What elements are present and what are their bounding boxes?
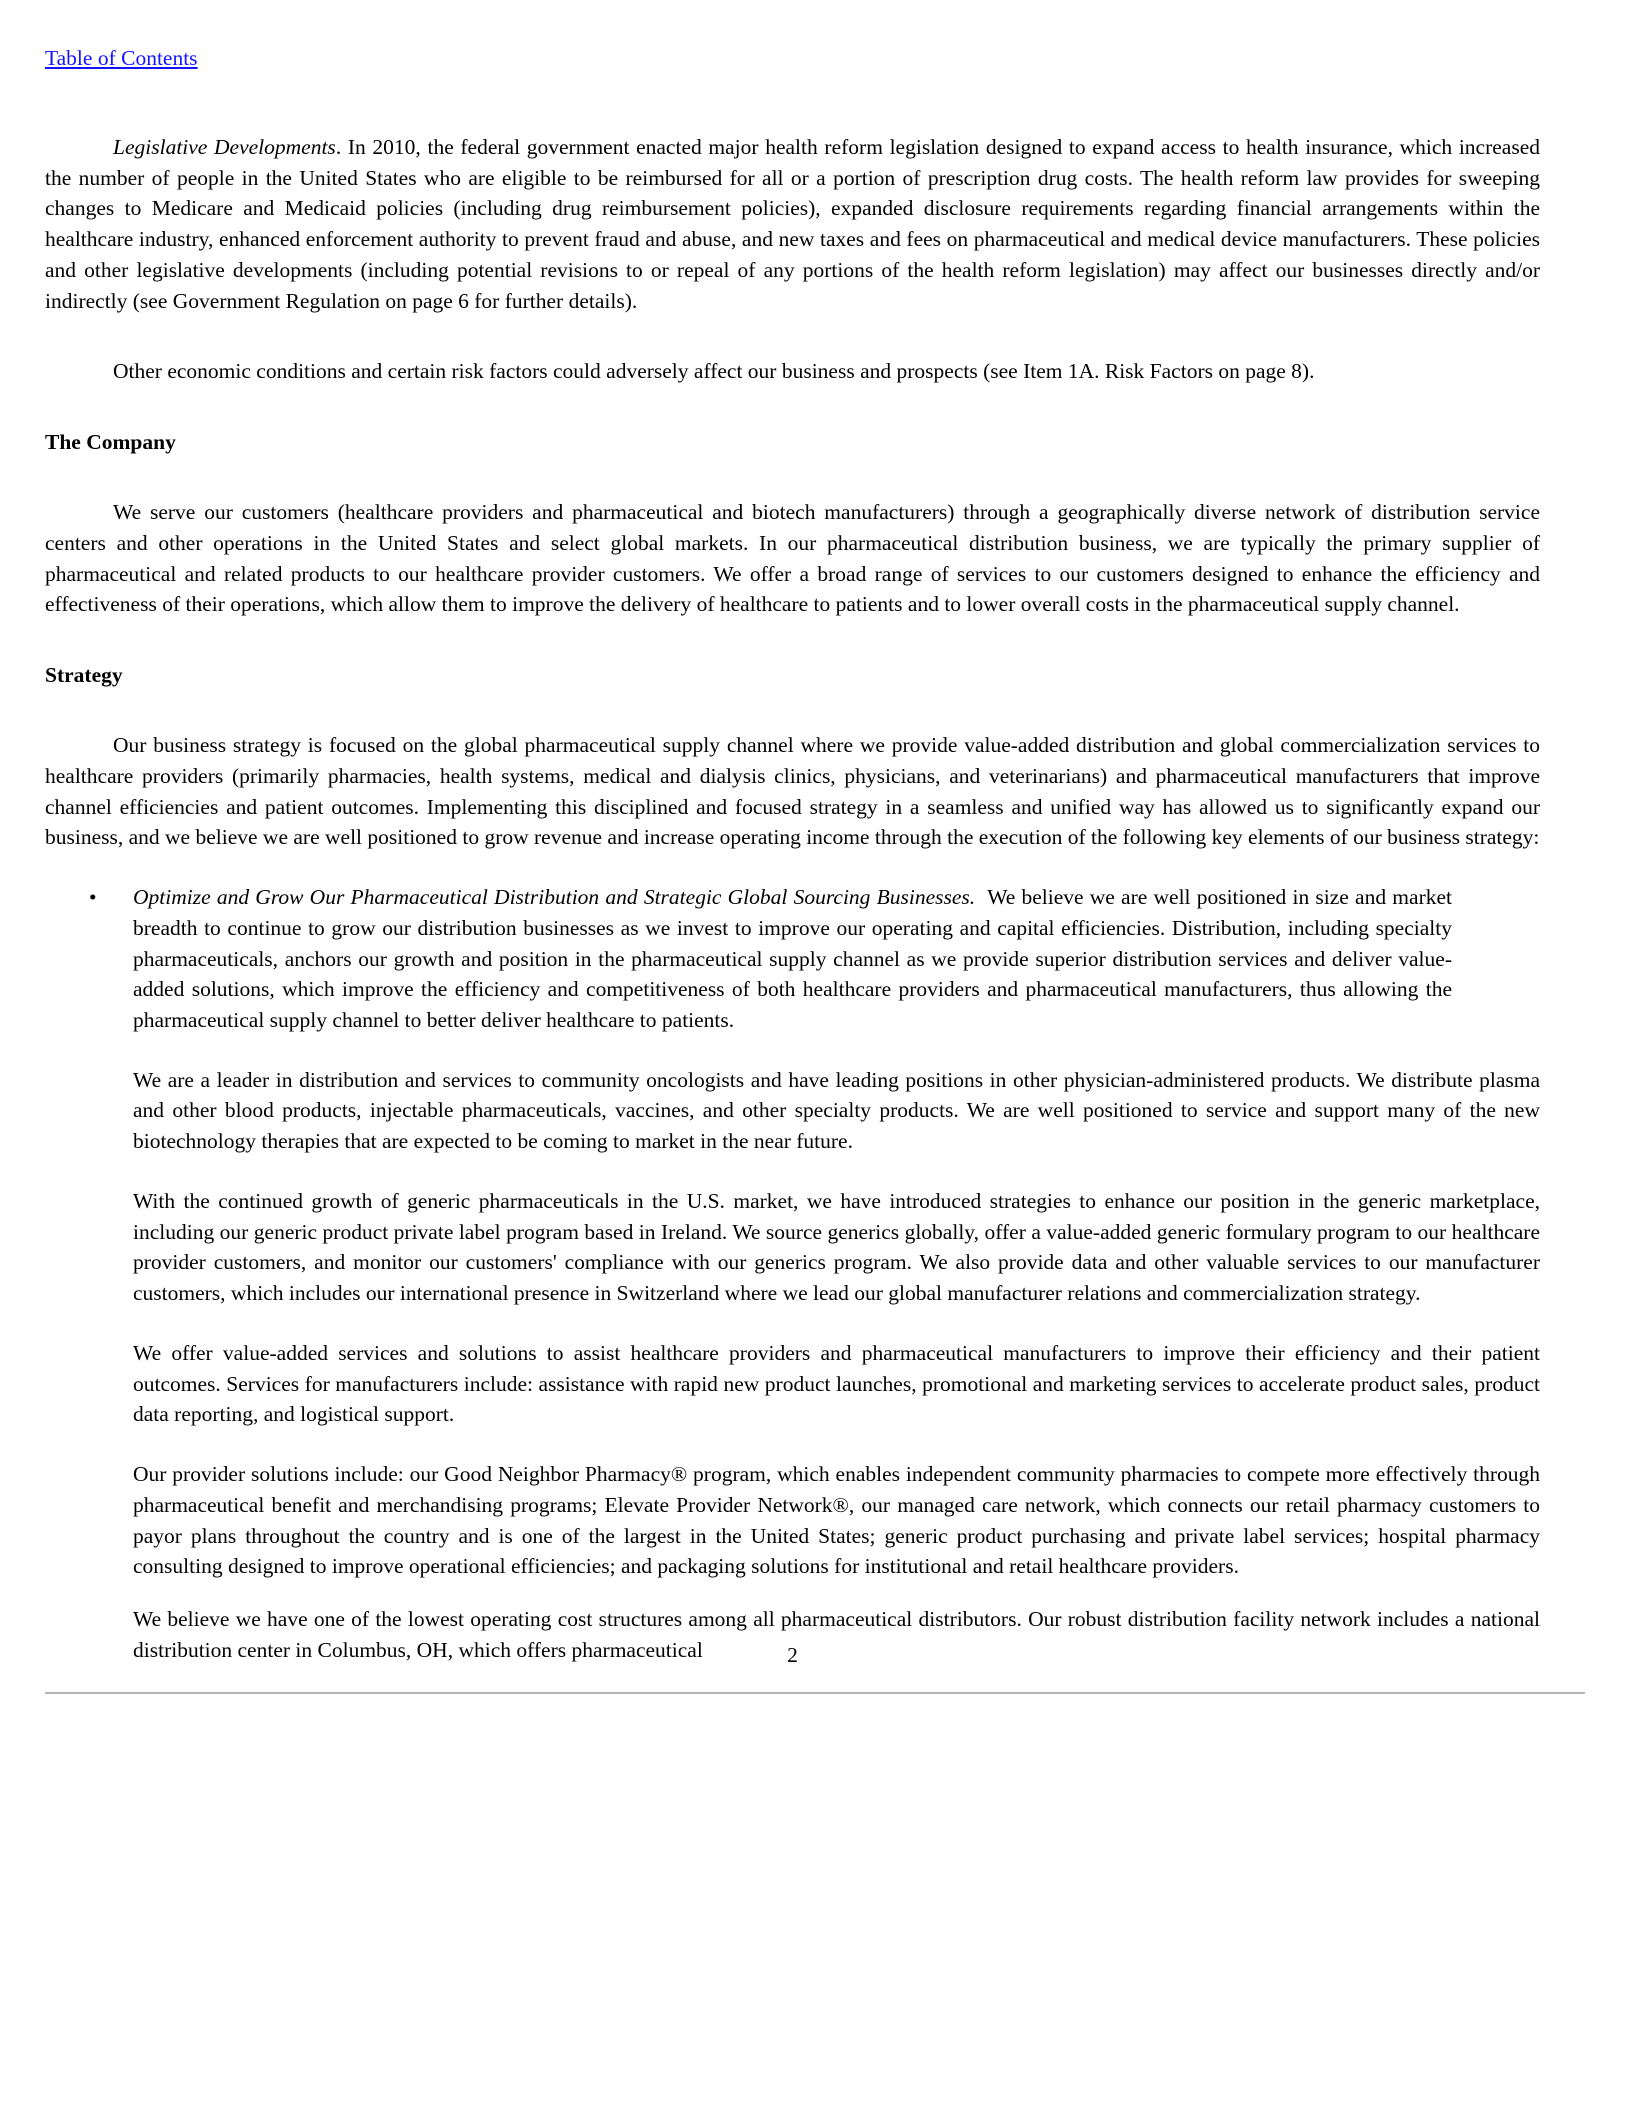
legislative-developments-paragraph [45,132,1540,316]
page-content [45,45,1585,1666]
other-economic-conditions-paragraph: Other economic conditions and certain risk factors could adversely affect our business and prospects (see Item 1A. Risk Factors on page 8). [113,359,1315,384]
sub-paragraph-value-added-services: We offer value-added services and solutions to assist healthcare providers and pharmaceutical manufacturers to improve their efficiency and their patient outcomes. Services for manufacturers include: assistance with rapid new product launches, promotional and marketing services to accelerate product sales, product data reporting, and logistical support. [133,1340,1540,1427]
spacer [45,72,1585,132]
spacer [45,316,1540,356]
spacer [133,1430,1540,1459]
sub-paragraph-generics: With the continued growth of generic pharmaceuticals in the U.S. market, we have introduced strategies to enhance our position in the generic marketplace, including our generic product private label program based in Ireland. We source generics globally, offer a value-added generic formulary program to our healthcare provider customers, and monitor our customers' compliance with our generics program. We also provide data and other valuable services to our manufacturer customers, which includes our international presence in Switzerland where we lead our global manufacturer relations and commercialization strategy. [133,1188,1540,1306]
bullet-paragraph [133,882,1452,1036]
legislative-developments-text: . In 2010, the federal government enacted major health reform legislation designed to expand access to health insurance, which increased the number of people in the United States who are eligible to be reimbursed for all or a portion of prescription drug costs. The health reform law provides for sweeping changes to Medicare and Medicaid policies (including drug reimbursement policies), expanded disclosure requirements regarding financial arrangements within the healthcare industry, enhanced enforcement authority to prevent fraud and abuse, and new taxes and fees on pharmaceutical and medical device manufacturers. These policies and other legislative developments (including potential revisions to or repeal of any portions of the health reform legislation) may affect our businesses directly and/or indirectly (see Government Regulation on page 6 for further details). [45,134,1540,313]
spacer [45,690,1540,730]
spacer [45,1036,1540,1065]
body-block [45,132,1540,1666]
spacer [133,1157,1540,1186]
spacer [45,620,1540,660]
table-of-contents-link[interactable]: Table of Contents [45,46,198,70]
strategy-paragraph: Our business strategy is focused on the global pharmaceutical supply channel where we provide value-added distribution and global commercialization services to healthcare providers (primarily pharmacies, health systems, medical and dialysis clinics, physicians, and veterinarians) and pharmaceutical manufacturers that improve channel efficiencies and patient outcomes. Implementing this disciplined and focused strategy in a seamless and unified way has allowed us to significantly expand our business, and we believe we are well positioned to grow revenue and increase operating income through the execution of the following key elements of our business strategy: [45,733,1540,850]
bullet-text: We believe we are well positioned in size and market breadth to continue to grow our distribution businesses as we invest to improve our operating and capital efficiencies. Distribution, including specialty pharmaceuticals, anchors our growth and position in the pharmaceutical supply channel as we provide superior distribution services and deliver value-added solutions, which improve the efficiency and competitiveness of both healthcare providers and pharmaceutical manufacturers, thus allowing the pharmaceutical supply channel to better deliver healthcare to patients. [133,885,1452,1033]
spacer [45,853,1540,882]
sub-paragraph-provider-solutions: Our provider solutions include: our Good Neighbor Pharmacy® program, which enables independent community pharmacies to compete more effectively through pharmaceutical benefit and merchandising programs; Elevate Provider Network®, our managed care network, which connects our retail pharmacy customers to payor plans throughout the country and is one of the largest in the United States; generic product purchasing and private label services; hospital pharmacy consulting designed to improve operational efficiencies; and packaging solutions for institutional and retail healthcare providers. [133,1462,1540,1579]
page-footer [45,1640,1585,1702]
strategy-sub-paragraphs [133,1065,1540,1666]
spacer [133,1582,1540,1604]
list-item [45,882,1452,1036]
heading-the-company: The Company [45,430,176,455]
bullet-lead-italic: Optimize and Grow Our Pharmaceutical Distribution and Strategic Global Sourcing Businesses. [133,885,976,910]
sub-paragraph-oncology: We are a leader in distribution and services to community oncologists and have leading positions in other physician-administered products. We distribute plasma and other blood products, injectable pharmaceuticals, vaccines, and other specialty products. We are well positioned to service and support many of the new biotechnology therapies that are expected to be coming to market in the near future. [133,1067,1540,1154]
sub-paragraph-operating-cost: We believe we have one of the lowest operating cost structures among all pharmaceutical distributors. Our robust distribution facility network includes a national distribution center in Columbus, OH, which offers pharmaceutical [133,1607,1540,1662]
bullet-marker-icon: • [89,885,97,910]
spacer [133,1309,1540,1338]
spacer [45,387,1540,427]
heading-strategy: Strategy [45,663,123,688]
legislative-developments-lead: Legislative Developments [113,134,336,159]
strategy-bullet-list [45,882,1540,1036]
page-number: 2 [787,1643,798,1667]
the-company-paragraph: We serve our customers (healthcare providers and pharmaceutical and biotech manufacturers) through a geographically diverse network of distribution service centers and other operations in the United States and select global markets. In our pharmaceutical distribution business, we are typically the primary supplier of pharmaceutical and related products to our healthcare provider customers. We offer a broad range of services to our customers designed to enhance the efficiency and effectiveness of their operations, which allow them to improve the delivery of healthcare to patients and to lower overall costs in the pharmaceutical supply channel. [45,500,1540,617]
spacer [45,457,1540,497]
footer-divider [45,1692,1585,1694]
